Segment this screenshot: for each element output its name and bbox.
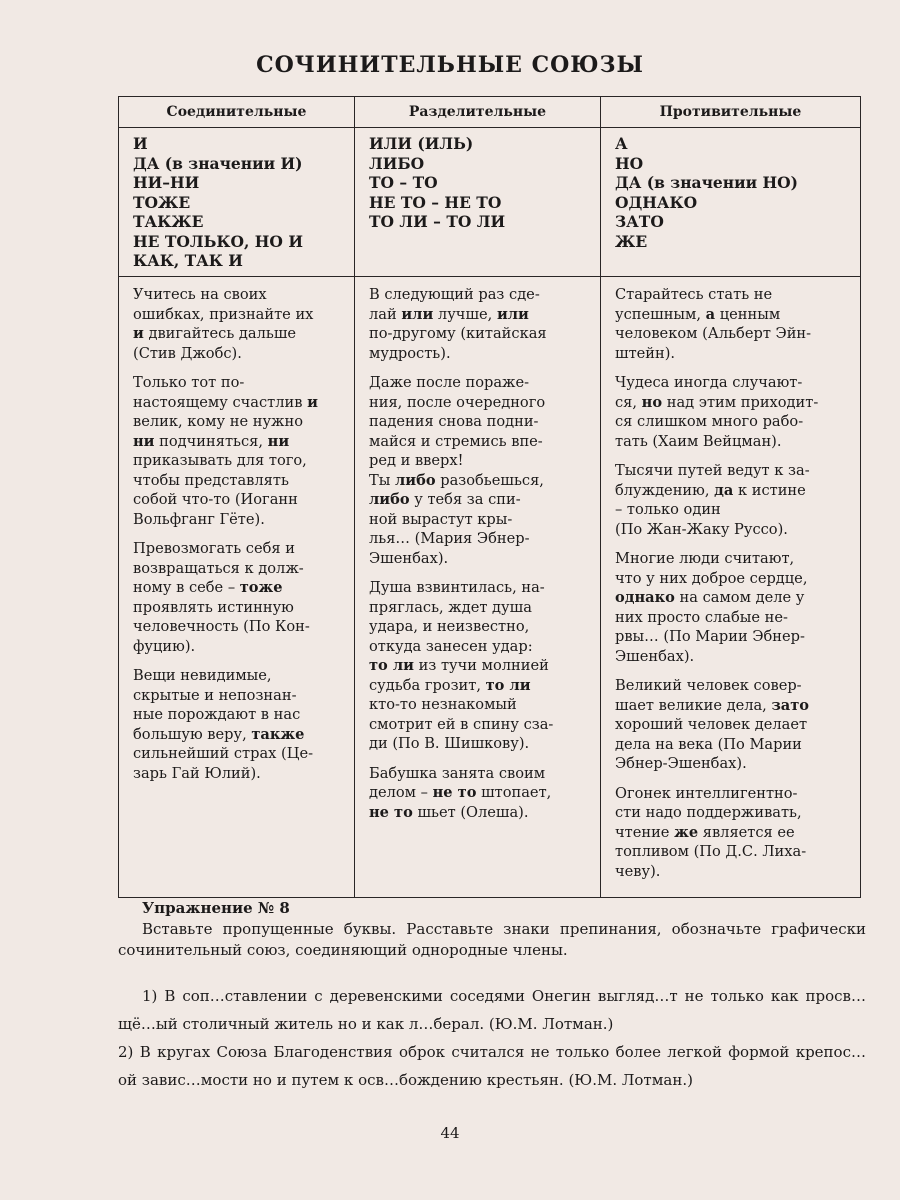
conjunction-word: ЛИБО	[369, 153, 425, 173]
example-quote: Многие люди считают, что у них доброе сердце, однако на самом деле у них просто слабые не- рвы… (По Марии Эбнер- Эшенбах).	[615, 550, 808, 665]
example-quote: Только тот по- настоящему счастлив и велик, кому не нужно ни подчиняться, ни приказывать для того, чтобы представлять собой что-то (Иоганн Вольфганг Гёте).	[133, 374, 318, 528]
page-number: 44	[440, 1124, 460, 1142]
example-quote: Вещи невидимые, скрытые и непознан- ные порождают в нас большую веру, также сильнейший страх (Це- зарь Гай Юлий).	[133, 667, 314, 782]
header-connective: Соединительные	[119, 97, 355, 128]
example-quote: Даже после пораже- ния, после очередного падения снова подни- майся и стремись впе- ред и вверх! Ты либо разобьешься, либо у тебя за спи- ной вырастут кры- лья… (Мария Эбнер- Эшенбах).	[369, 374, 546, 567]
exercise-instruction: Вставьте пропущенные буквы. Расставьте знаки препинания, обозначьте графически сочинительный союз, соединяющий однородные члены.	[118, 920, 866, 959]
conjunctions-row	[119, 128, 861, 277]
examples-row	[119, 277, 861, 898]
header-adversative: Противительные	[601, 97, 861, 128]
conjunction-word: НИ–НИ	[133, 173, 200, 192]
exercise-sentences	[118, 982, 866, 1094]
disjunctive-conjunctions	[355, 128, 601, 277]
example-quote: В следующий раз сде- лай или лучше, или по-другому (китайская мудрость).	[369, 286, 547, 362]
connective-conjunctions	[119, 128, 355, 277]
conjunction-word: ОДНАКО	[615, 192, 698, 212]
conjunction-word: НЕ ТОЛЬКО, НО И	[133, 231, 303, 251]
conjunctions-table	[118, 96, 861, 898]
adversative-conjunctions	[601, 128, 861, 277]
conjunction-word: ТО – ТО	[369, 173, 438, 192]
example-quote: Великий человек совер- шает великие дела, зато хороший человек делает дела на века (По Марии Эбнер-Эшенбах).	[615, 677, 810, 772]
example-quote: Огонек интеллигентно- сти надо поддерживать, чтение же является ее топливом (По Д.С. Лиха- чеву).	[615, 784, 807, 880]
exercise-title: Упражнение № 8	[142, 899, 290, 917]
exercise-block	[118, 898, 866, 961]
example-quote: Душа взвинтилась, на- пряглась, ждет душа удара, и неизвестно, откуда занесен удар: то ли из тучи молнией судьба грозит, то ли кто-то незнакомый смотрит ей в спину сза- ди (По В. Шишкову).	[369, 579, 554, 752]
example-quote: Чудеса иногда случают- ся, но над этим приходит- ся слишком много рабо- тать (Хаим Вейцман).	[615, 374, 819, 450]
conjunction-word: ТОЖЕ	[133, 192, 191, 212]
page-title: СОЧИНИТЕЛЬНЫЕ СОЮЗЫ	[256, 52, 644, 78]
conjunction-word: ИЛИ (ИЛЬ)	[369, 134, 474, 153]
conjunction-word: ЖЕ	[615, 231, 648, 251]
example-quote: Тысячи путей ведут к за- блуждению, да к истине – только один (По Жан-Жаку Руссо).	[615, 462, 810, 538]
conjunction-word: И	[133, 134, 148, 153]
table-header-row	[119, 97, 861, 128]
header-disjunctive: Разделительные	[355, 97, 601, 128]
adversative-examples	[601, 277, 861, 898]
conjunction-word: ДА (в значении И)	[133, 153, 303, 173]
example-quote: Превозмогать себя и возвращаться к долж- ному в себе – тоже проявлять истинную человечность (По Кон- фуцию).	[133, 540, 310, 655]
example-quote: Бабушка занята своим делом – не то штопает, не то шьет (Олеша).	[369, 764, 552, 821]
exercise-sentence: 2) В кругах Союза Благоденствия оброк считался не только более легкой формой крепос…ой завис…мости но и путем к осв…бождению крестьян. (Ю.М. Лотман.)	[118, 1043, 866, 1089]
conjunction-word: ТАКЖЕ	[133, 212, 204, 231]
example-quote: Старайтесь стать не успешным, а ценным человеком (Альберт Эйн- штейн).	[615, 286, 812, 362]
exercise-sentence: 1) В соп…ставлении с деревенскими соседями Онегин выгляд…т не только как просв…щё…ый столичный житель но и как л…берал. (Ю.М. Лотман.)	[118, 987, 866, 1033]
conjunction-word: НО	[615, 153, 644, 173]
conjunction-word: ЗАТО	[615, 212, 664, 231]
conjunction-word: ДА (в значении НО)	[615, 173, 799, 192]
conjunction-word: ТО ЛИ – ТО ЛИ	[369, 212, 506, 231]
disjunctive-examples	[355, 277, 601, 898]
connective-examples	[119, 277, 355, 898]
example-quote: Учитесь на своих ошибках, признайте их и двигайтесь дальше (Стив Джобс).	[133, 286, 314, 362]
conjunction-word: КАК, ТАК И	[133, 251, 243, 270]
conjunction-word: А	[615, 134, 628, 153]
conjunction-word: НЕ ТО – НЕ ТО	[369, 192, 502, 212]
